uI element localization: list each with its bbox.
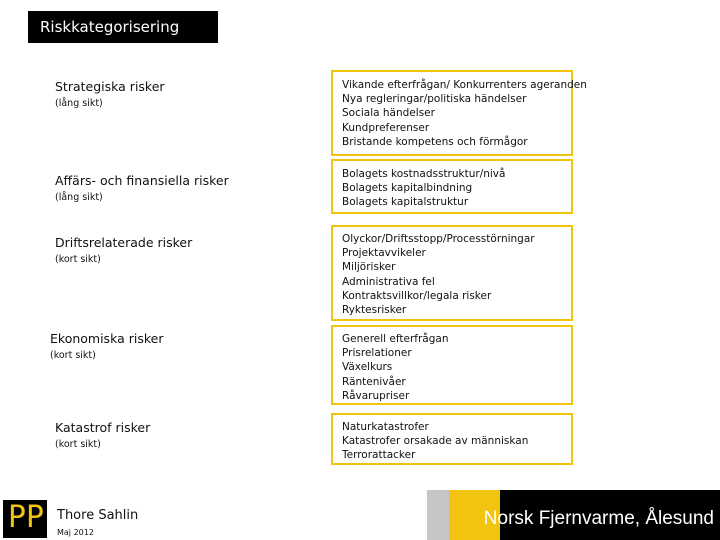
risk-box-catastrophe — [331, 413, 573, 465]
risk-item: Terrorattacker — [342, 449, 416, 462]
category-term: (lång sikt) — [55, 98, 103, 109]
risk-item: Bristande kompetens och förmågor — [342, 135, 528, 148]
category-name: Driftsrelaterade risker — [55, 235, 193, 250]
risk-item: Miljörisker — [342, 261, 396, 274]
category-name: Ekonomiska risker — [50, 331, 164, 346]
risk-box-economic — [331, 325, 573, 405]
category-term: (kort sikt) — [50, 350, 96, 361]
risk-item: Kontraktsvillkor/legala risker — [342, 289, 492, 302]
author-name: Thore Sahlin — [57, 508, 139, 523]
risk-item: Prisrelationer — [342, 347, 412, 360]
footer-brand: Norsk Fjernvarme, Ålesund — [483, 508, 714, 529]
category-strategic — [55, 79, 165, 109]
category-name: Affärs- och finansiella risker — [55, 173, 229, 188]
risk-item: Ryktesrisker — [342, 304, 407, 317]
risk-item: Räntenivåer — [342, 375, 406, 388]
risk-item: Råvarupriser — [342, 389, 410, 402]
category-term: (kort sikt) — [55, 439, 101, 450]
category-name: Strategiska risker — [55, 79, 165, 94]
risk-item: Generell efterfrågan — [342, 333, 449, 345]
presentation-date: Maj 2012 — [57, 528, 94, 537]
risk-item: Bolagets kapitalbindning — [342, 182, 473, 195]
risk-box-business-financial — [331, 159, 573, 214]
category-operational — [55, 235, 192, 265]
risk-item: Projektavvikeler — [342, 247, 426, 260]
category-term: (kort sikt) — [55, 254, 101, 265]
risk-item: Administrativa fel — [342, 275, 435, 288]
risk-item: Olyckor/Driftsstopp/Processtörningar — [342, 233, 535, 245]
risk-item: Sociala händelser — [342, 107, 435, 120]
category-term: (lång sikt) — [55, 192, 103, 203]
risk-item: Kundpreferenser — [342, 121, 430, 134]
category-business-financial — [55, 173, 229, 203]
logo-glyph: P — [26, 500, 45, 535]
slide-title: Riskkategorisering — [28, 11, 218, 43]
logo-glyph: P — [8, 500, 27, 535]
risk-item: Katastrofer orsakade av människan — [342, 435, 529, 448]
category-economic — [50, 331, 163, 361]
risk-item: Vikande efterfrågan/ Konkurrenters ageranden — [342, 79, 587, 91]
category-name: Katastrof risker — [55, 420, 151, 435]
risk-item: Nya regleringar/politiska händelser — [342, 93, 527, 106]
risk-item: Bolagets kapitalstruktur — [342, 196, 469, 209]
category-catastrophe — [55, 420, 150, 450]
risk-box-strategic — [331, 70, 587, 156]
footer-grey-block — [427, 490, 449, 540]
risk-item: Naturkatastrofer — [342, 421, 429, 433]
risk-box-operational — [331, 225, 573, 321]
risk-item: Bolagets kostnadsstruktur/nivå — [342, 168, 506, 180]
risk-item: Växelkurs — [342, 361, 393, 374]
company-logo — [3, 500, 47, 538]
